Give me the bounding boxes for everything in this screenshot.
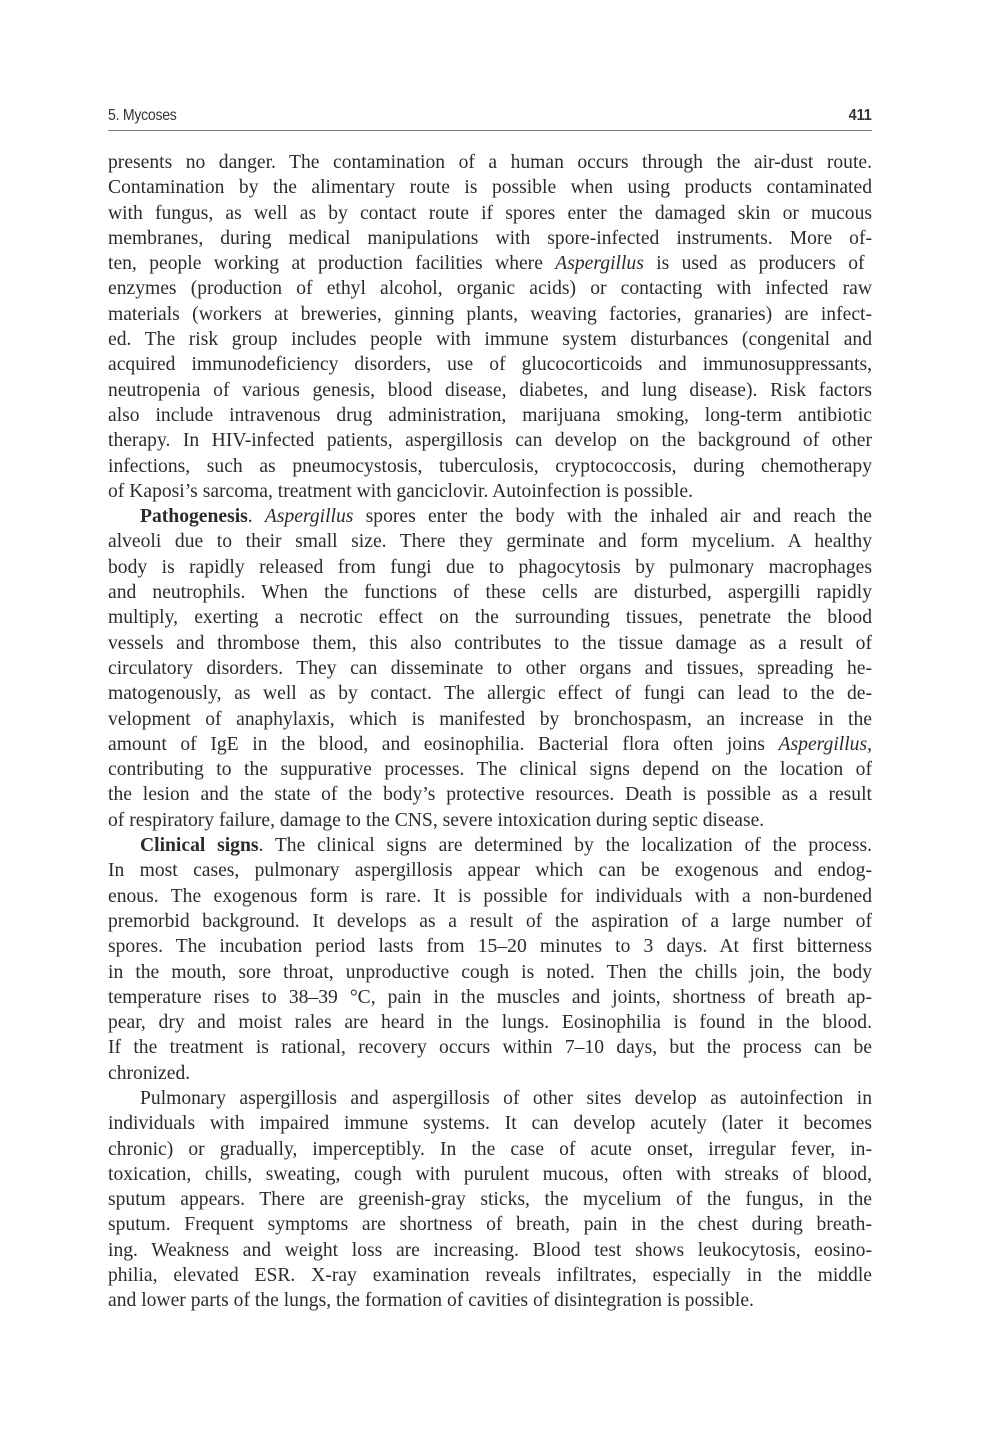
text-line [108,403,872,428]
text-line [108,251,872,276]
paragraph-pulmonary [108,1086,872,1314]
text-line [108,1187,872,1212]
chapter-title: 5. Mycoses [108,107,177,124]
text-run: multiply, exerting a necrotic effect on the surrounding tissues, penetrate the blood [108,607,872,629]
text-run: philia, elevated ESR. X-ray examination reveals infiltrates, especially in the middle [108,1265,872,1287]
text-line [108,529,872,554]
text-line [108,226,872,251]
text-line [108,352,872,377]
text-run: matogenously, as well as by contact. The allergic effect of fungi can lead to the de- [108,683,872,705]
bold-heading: Clinical signs [140,835,259,857]
text-run: pear, dry and moist rales are heard in the lungs. Eosinophilia is found in the blood. [108,1012,872,1034]
text-line [108,858,872,883]
text-run: body is rapidly released from fungi due to phagocytosis by pulmonary macrophages [108,556,872,578]
body-text [108,150,872,1314]
text-run: . The clinical signs are determined by the localization of the process. [258,835,872,857]
text-run: enzymes (production of ethyl alcohol, organic acids) or contacting with infected raw [108,278,872,300]
text-line [108,681,872,706]
bold-heading: Pathogenesis [140,506,248,528]
text-run: spores. The incubation period lasts from 15–20 minutes to 3 days. At first bitterness [108,936,872,958]
text-run: premorbid background. It develops as a result of the aspiration of a large number of [108,910,872,932]
text-line [108,1111,872,1136]
text-line [108,605,872,630]
text-line [108,201,872,226]
text-line [108,454,872,479]
text-run: individuals with impaired immune systems. It can develop acutely (later it becomes [108,1113,872,1135]
text-run: vessels and thrombose them, this also contributes to the tissue damage as a result of [108,632,872,654]
italic-term: Aspergillus [778,733,868,755]
text-run: chronized. [108,1062,191,1084]
text-line [108,150,872,175]
text-run: and neutrophils. When the functions of these cells are disturbed, aspergilli rapidly [108,582,872,604]
text-line [108,808,872,833]
text-line [108,1238,872,1263]
text-line [108,1086,872,1111]
text-run: presents no danger. The contamination of a human occurs through the air-dust route. [108,152,872,173]
text-line [108,1010,872,1035]
text-run: of respiratory failure, damage to the CNS, severe intoxication during septic disease. [108,809,765,831]
text-run: also include intravenous drug administration, marijuana smoking, long-term antibiotic [108,404,872,426]
text-line [108,1212,872,1237]
text-run: infections, such as pneumocystosis, tuberculosis, cryptococcosis, during chemotherapy [108,455,872,477]
paragraph-intro [108,150,872,504]
text-run: with fungus, as well as by contact route if spores enter the damaged skin or mucous [108,202,872,224]
text-line [108,1061,872,1086]
text-run: spores enter the body with the inhaled air and reach the [353,506,872,528]
text-run: materials (workers at breweries, ginning plants, weaving factories, granaries) are infect- [108,303,872,325]
text-run: temperature rises to 38–39 °C, pain in the muscles and joints, shortness of breath ap- [108,986,872,1008]
paragraph-pathogenesis [108,504,872,833]
running-header [108,106,872,130]
text-run: . [247,506,265,528]
text-line [108,884,872,909]
text-run: in the mouth, sore throat, unproductive cough is noted. Then the chills join, the body [108,961,872,983]
text-run: membranes, during medical manipulations with spore-infected instruments. More of- [108,227,872,249]
text-run: contributing to the suppurative processes. The clinical signs depend on the location of [108,759,872,781]
text-line [108,1137,872,1162]
text-run: circulatory disorders. They can disseminate to other organs and tissues, spreading he- [108,657,872,679]
text-run: If the treatment is rational, recovery occurs within 7–10 days, but the process can be [108,1037,872,1059]
text-run: amount of IgE in the blood, and eosinophilia. Bacterial flora often joins [108,733,779,755]
text-line [108,1035,872,1060]
text-line [108,909,872,934]
text-run: ing. Weakness and weight loss are increasing. Blood test shows leukocytosis, eosino- [108,1239,872,1261]
text-line [108,175,872,200]
text-run: , [867,733,872,755]
text-run: velopment of anaphylaxis, which is manifested by bronchospasm, an increase in the [108,708,872,730]
text-line [108,656,872,681]
paragraph-clinical-signs [108,833,872,1086]
text-line [108,782,872,807]
text-run: the lesion and the state of the body’s protective resources. Death is possible as a result [108,784,872,806]
text-run: and lower parts of the lungs, the formation of cavities of disintegration is possible. [108,1290,754,1312]
text-run: enous. The exogenous form is rare. It is possible for individuals with a non-burdened [108,885,872,907]
italic-term: Aspergillus [264,506,354,528]
text-run: neutropenia of various genesis, blood disease, diabetes, and lung disease). Risk factors [108,379,872,401]
header-rule [108,130,872,131]
text-line [108,1162,872,1187]
text-line [108,732,872,757]
text-run: is used as producers of [643,253,865,275]
text-line [108,302,872,327]
text-line [108,960,872,985]
text-run: sputum appears. There are greenish-gray sticks, the mycelium of the fungus, in the [108,1189,872,1211]
text-line [108,504,872,529]
text-run: chronic) or gradually, imperceptibly. In the case of acute onset, irregular fever, in- [108,1138,872,1160]
text-line [108,833,872,858]
text-run: ed. The risk group includes people with immune system disturbances (congenital and [108,329,872,351]
text-line [108,1288,872,1313]
text-run: acquired immunodeficiency disorders, use of glucocorticoids and immunosuppressants, [108,354,872,376]
text-run: Pulmonary aspergillosis and aspergillosis of other sites develop as autoinfection in [140,1087,872,1109]
text-line [108,1263,872,1288]
text-line [108,707,872,732]
text-run: toxication, chills, sweating, cough with purulent mucous, often with streaks of blood, [108,1163,872,1185]
text-run: In most cases, pulmonary aspergillosis appear which can be exogenous and endog- [108,860,872,882]
page-number: 411 [848,107,872,124]
text-line [108,378,872,403]
text-line [108,428,872,453]
italic-term: Aspergillus [555,253,644,275]
text-run: of Kaposi’s sarcoma, treatment with ganciclovir. Autoinfection is possible. [108,480,693,502]
text-run: sputum. Frequent symptoms are shortness of breath, pain in the chest during breath- [108,1214,872,1236]
text-line [108,327,872,352]
text-run: alveoli due to their small size. There they germinate and form mycelium. A healthy [108,531,872,553]
text-run: ten, people working at production facilities where [108,253,556,275]
text-line [108,479,872,504]
text-line [108,757,872,782]
text-line [108,580,872,605]
text-line [108,631,872,656]
text-run: therapy. In HIV-infected patients, aspergillosis can develop on the background of other [108,430,872,452]
text-run: Contamination by the alimentary route is possible when using products contaminated [108,177,872,199]
text-line [108,985,872,1010]
text-line [108,276,872,301]
text-line [108,934,872,959]
text-line [108,555,872,580]
